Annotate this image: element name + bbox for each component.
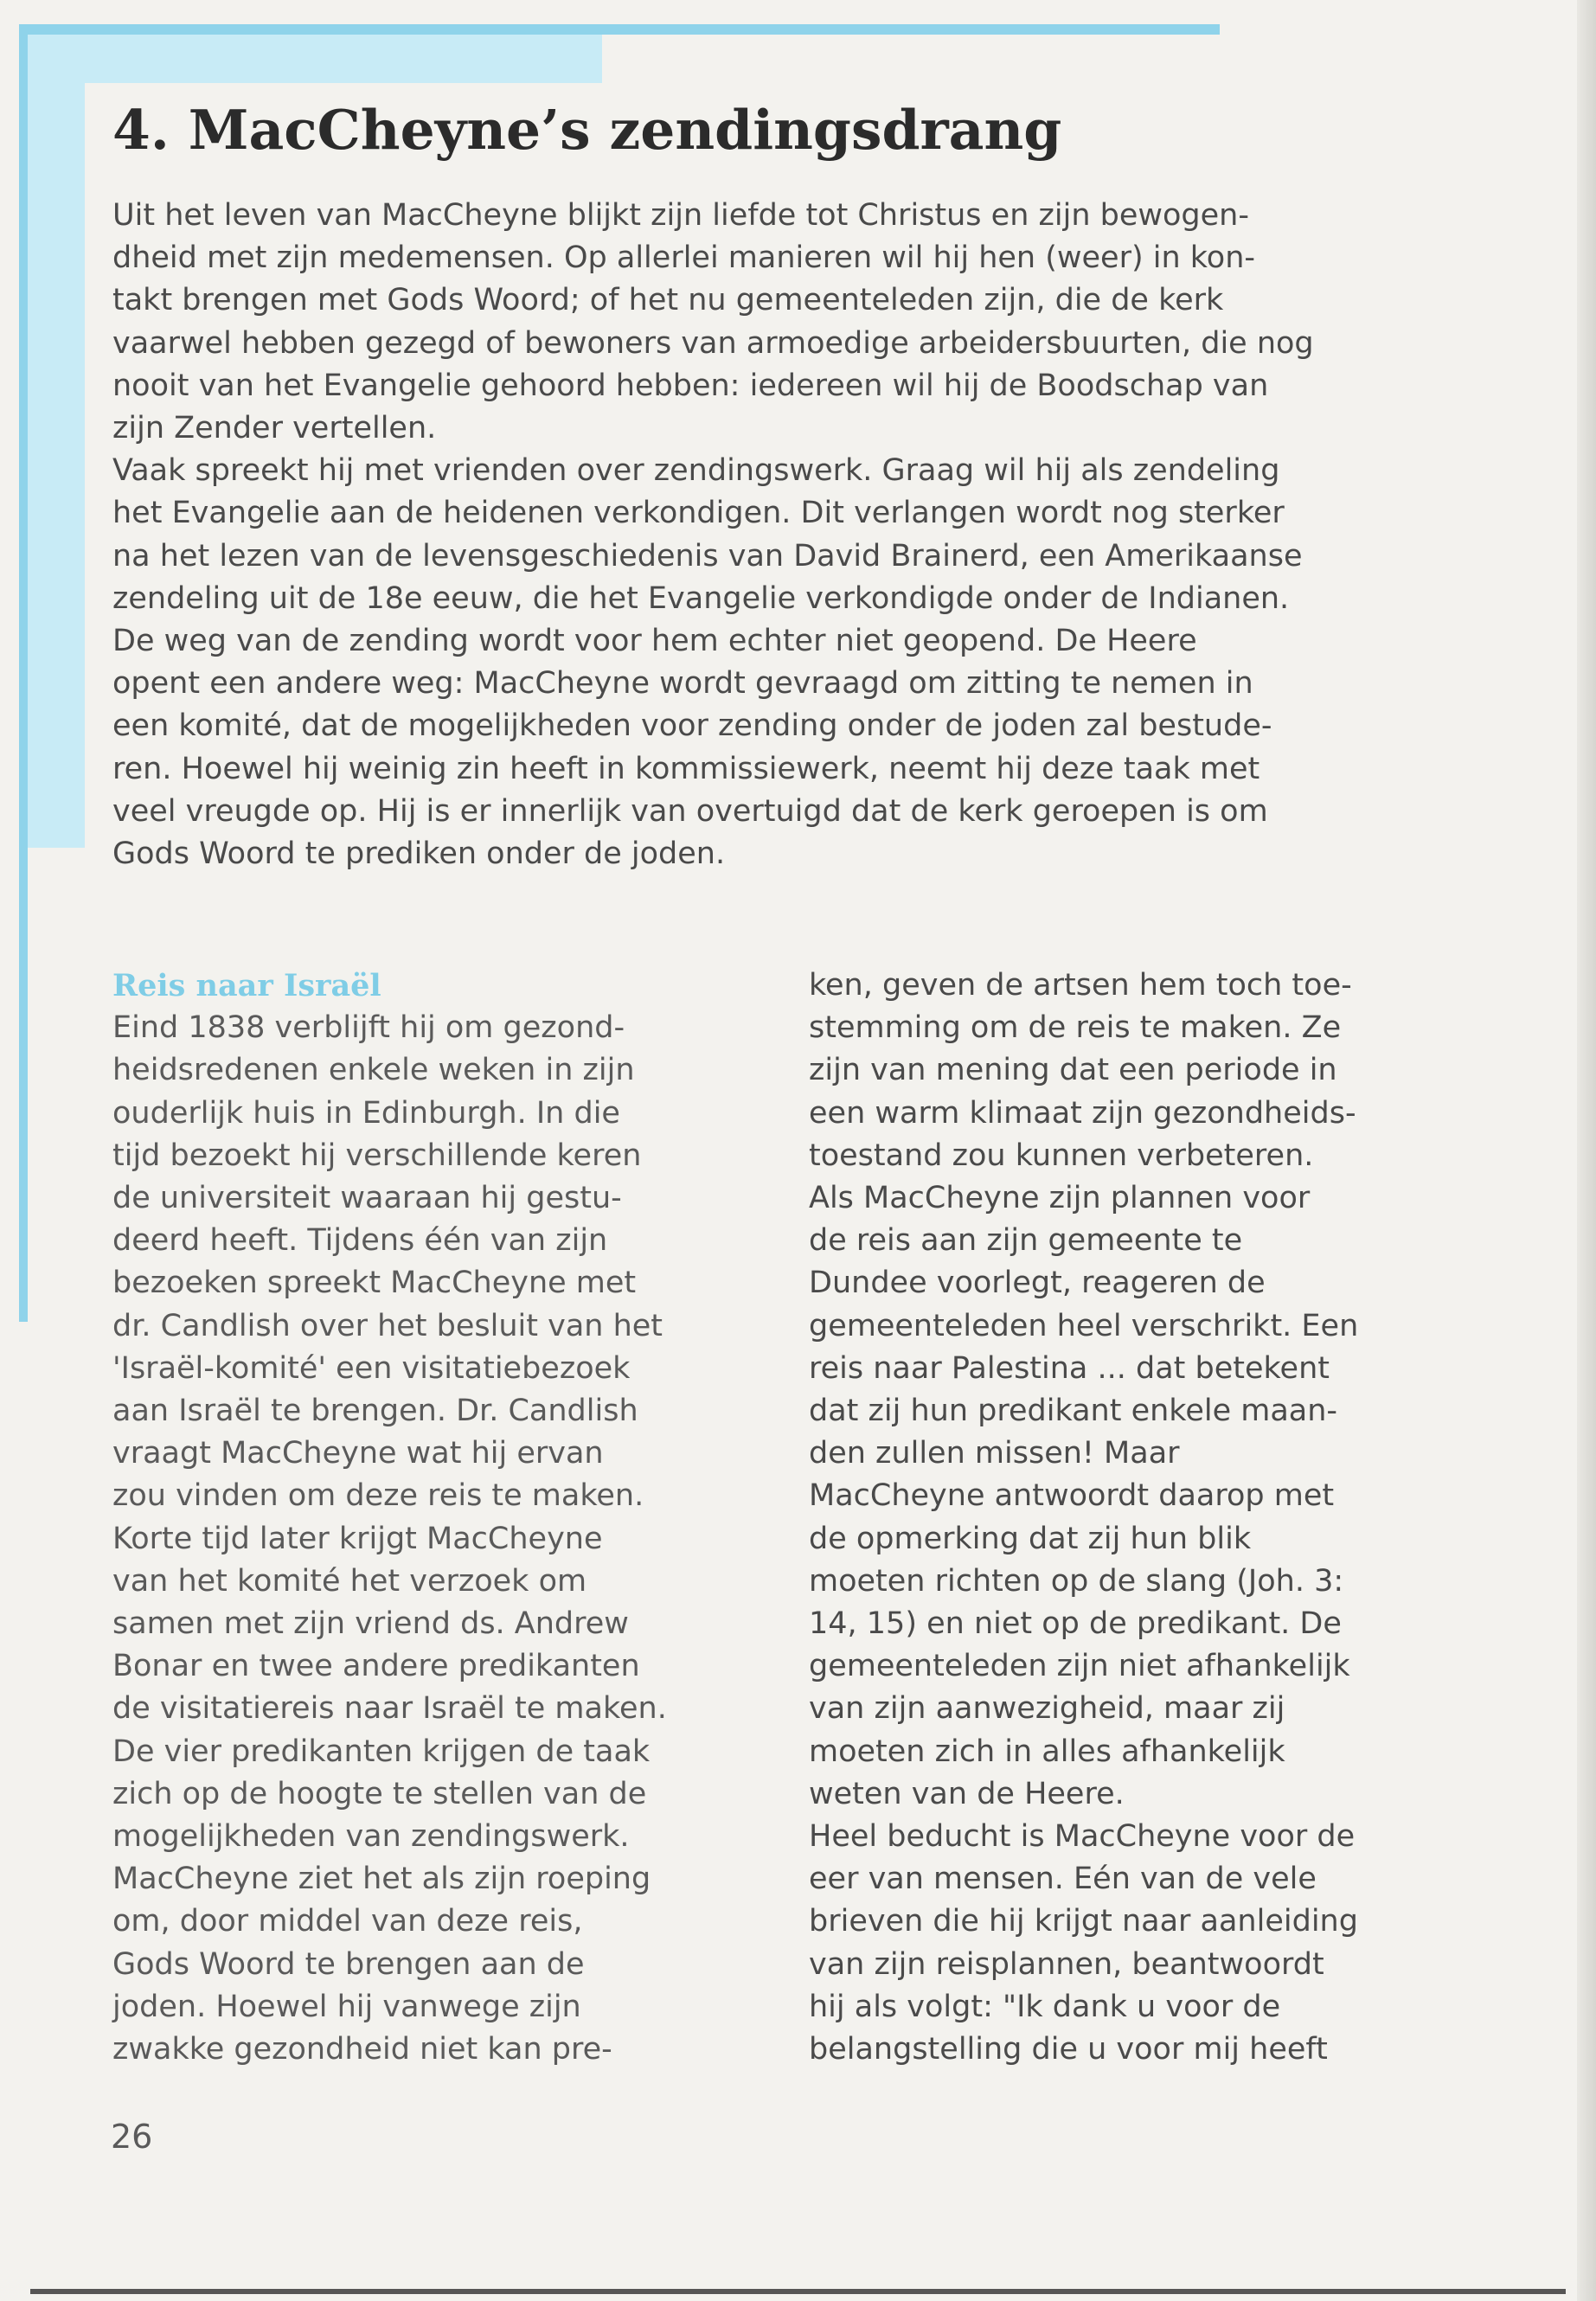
top-accent-rule <box>19 24 1220 35</box>
left-column-line: om, door middel van deze reis, <box>112 1904 583 1939</box>
right-column-line: dat zij hun predikant enkele maan- <box>809 1394 1338 1429</box>
right-column-line: moeten richten op de slang (Joh. 3: <box>809 1563 1344 1599</box>
right-column-line: Als MacCheyne zijn plannen voor <box>809 1181 1311 1216</box>
intro-line: ren. Hoewel hij weinig zin heeft in kommissiewerk, neemt hij deze taak met <box>112 751 1260 786</box>
left-column-line: deerd heeft. Tijdens één van zijn <box>112 1223 608 1259</box>
intro-paragraph <box>112 195 1445 875</box>
intro-line: Vaak spreekt hij met vrienden over zendingswerk. Graag wil hij als zendeling <box>112 453 1280 489</box>
left-column-line: zou vinden om deze reis te maken. <box>112 1478 644 1514</box>
chapter-title: 4. MacCheyne’s zendingsdrang <box>112 98 1062 162</box>
intro-line: takt brengen met Gods Woord; of het nu gemeenteleden zijn, die de kerk <box>112 283 1224 318</box>
left-column-line: vraagt MacCheyne wat hij ervan <box>112 1436 604 1471</box>
left-column-line: aan Israël te brengen. Dr. Candlish <box>112 1394 638 1429</box>
intro-line: zijn Zender vertellen. <box>112 411 437 446</box>
left-column-line: MacCheyne ziet het als zijn roeping <box>112 1862 651 1897</box>
right-column-line: 14, 15) en niet op de predikant. De <box>809 1606 1342 1642</box>
intro-line: zendeling uit de 18e eeuw, die het Evangelie verkondigde onder de Indianen. <box>112 580 1290 616</box>
intro-line: een komité, dat de mogelijkheden voor zending onder de joden zal bestude- <box>112 708 1272 744</box>
intro-line: Uit het leven van MacCheyne blijkt zijn liefde tot Christus en zijn bewogen- <box>112 198 1249 233</box>
right-column-line: stemming om de reis te maken. Ze <box>809 1010 1342 1046</box>
left-column-line: zwakke gezondheid niet kan pre- <box>112 2032 612 2067</box>
right-column-line: de reis aan zijn gemeente te <box>809 1223 1243 1259</box>
right-column-line: toestand zou kunnen verbeteren. <box>809 1138 1314 1173</box>
left-column-line: Eind 1838 verblijft hij om gezond- <box>112 1010 625 1046</box>
left-column-line: bezoeken spreekt MacCheyne met <box>112 1266 637 1301</box>
right-column-line: eer van mensen. Eén van de vele <box>809 1862 1317 1897</box>
right-column-line: Dundee voorlegt, reageren de <box>809 1266 1266 1301</box>
left-column-line: zich op de hoogte te stellen van de <box>112 1776 647 1811</box>
right-column-line: MacCheyne antwoordt daarop met <box>809 1478 1335 1514</box>
right-column-line: reis naar Palestina ... dat betekent <box>809 1350 1330 1386</box>
right-column <box>809 965 1466 2071</box>
left-column-line: de visitatiereis naar Israël te maken. <box>112 1691 667 1727</box>
intro-line: De weg van de zending wordt voor hem echter niet geopend. De Heere <box>112 624 1197 659</box>
right-column-line: gemeenteleden heel verschrikt. Een <box>809 1308 1359 1343</box>
left-column-line: 'Israël-komité' een visitatiebezoek <box>112 1350 631 1386</box>
right-column-line: zijn van mening dat een periode in <box>809 1053 1337 1088</box>
intro-line: vaarwel hebben gezegd of bewoners van armoedige arbeidersbuurten, die nog <box>112 325 1314 361</box>
left-column-line: dr. Candlish over het besluit van het <box>112 1308 663 1343</box>
intro-line: veel vreugde op. Hij is er innerlijk van overtuigd dat de kerk geroepen is om <box>112 793 1268 829</box>
intro-line: dheid met zijn medemensen. Op allerlei manieren wil hij hen (weer) in kon- <box>112 240 1256 276</box>
left-column-line: joden. Hoewel hij vanwege zijn <box>112 1989 581 2024</box>
page-number: 26 <box>111 2118 153 2156</box>
left-column-line: heidsredenen enkele weken in zijn <box>112 1053 635 1088</box>
section-heading: Reis naar Israël <box>112 968 381 1003</box>
right-column-line: moeten zich in alles afhankelijk <box>809 1734 1285 1769</box>
right-column-line: weten van de Heere. <box>809 1776 1125 1811</box>
left-column <box>112 965 770 2071</box>
left-column-line: samen met zijn vriend ds. Andrew <box>112 1606 629 1642</box>
left-column-line: Gods Woord te brengen aan de <box>112 1946 585 1982</box>
page-edge <box>1577 0 1596 2301</box>
left-column-line: de universiteit waaraan hij gestu- <box>112 1181 622 1216</box>
accent-block <box>28 35 85 848</box>
left-column-line: Korte tijd later krijgt MacCheyne <box>112 1521 603 1556</box>
left-column-line: van het komité het verzoek om <box>112 1563 587 1599</box>
right-column-line: gemeenteleden zijn niet afhankelijk <box>809 1649 1350 1684</box>
intro-line: na het lezen van de levensgeschiedenis van David Brainerd, een Amerikaanse <box>112 538 1303 574</box>
right-column-line: ken, geven de artsen hem toch toe- <box>809 968 1352 1003</box>
intro-line: Gods Woord te prediken onder de joden. <box>112 836 726 872</box>
intro-line: het Evangelie aan de heidenen verkondigen. Dit verlangen wordt nog sterker <box>112 496 1285 531</box>
left-accent-rule <box>19 24 28 1322</box>
intro-line: opent een andere weg: MacCheyne wordt gevraagd om zitting te nemen in <box>112 666 1253 702</box>
left-column-line: De vier predikanten krijgen de taak <box>112 1734 651 1769</box>
left-column-line: ouderlijk huis in Edinburgh. In die <box>112 1095 620 1131</box>
left-column-line: Bonar en twee andere predikanten <box>112 1649 640 1684</box>
right-column-line: hij als volgt: "Ik dank u voor de <box>809 1989 1281 2024</box>
right-column-line: belangstelling die u voor mij heeft <box>809 2032 1328 2067</box>
right-column-line: van zijn reisplannen, beantwoordt <box>809 1946 1324 1982</box>
left-column-line: tijd bezoekt hij verschillende keren <box>112 1138 642 1173</box>
accent-block-top <box>85 35 602 83</box>
right-column-line: Heel beducht is MacCheyne voor de <box>809 1819 1356 1855</box>
right-column-line: den zullen missen! Maar <box>809 1436 1180 1471</box>
right-column-line: brieven die hij krijgt naar aanleiding <box>809 1904 1358 1939</box>
left-column-line: mogelijkheden van zendingswerk. <box>112 1819 630 1855</box>
bottom-edge-rule <box>30 2289 1566 2294</box>
right-column-line: een warm klimaat zijn gezondheids- <box>809 1095 1356 1131</box>
intro-line: nooit van het Evangelie gehoord hebben: iedereen wil hij de Boodschap van <box>112 368 1269 403</box>
right-column-line: van zijn aanwezigheid, maar zij <box>809 1691 1285 1727</box>
right-column-line: de opmerking dat zij hun blik <box>809 1521 1252 1556</box>
